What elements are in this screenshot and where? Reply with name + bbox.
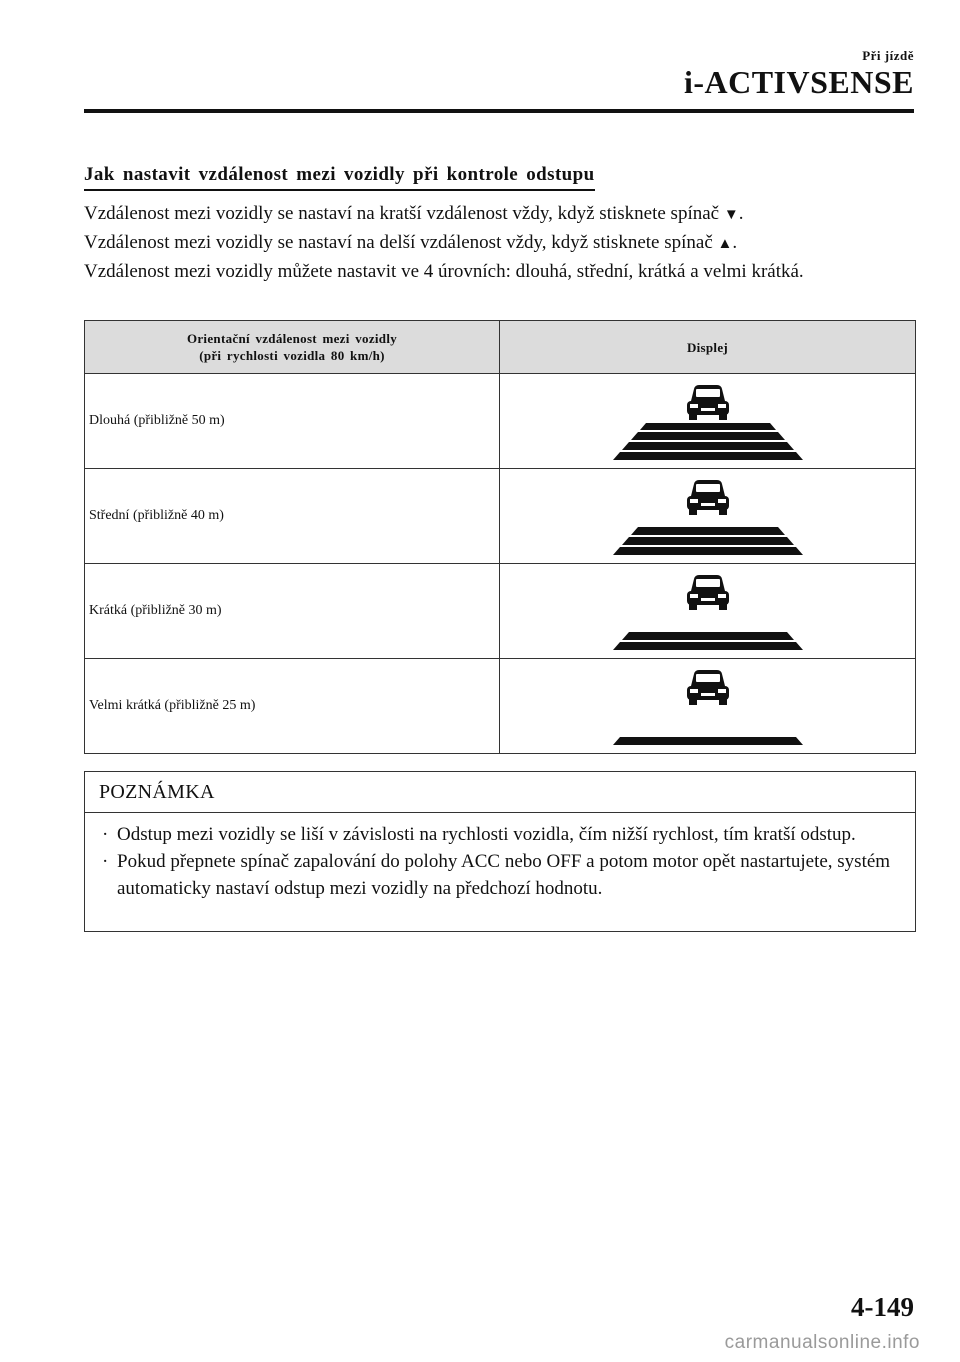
car-icon <box>687 480 729 515</box>
row-label: Krátká (přibližně 30 m) <box>85 564 500 659</box>
distance-bar <box>613 547 803 555</box>
triangle-down-icon: ▼ <box>723 207 739 223</box>
bullet-dot-icon: · <box>102 824 109 845</box>
intro-line-shorter-text: Vzdálenost mezi vozidly se nastaví na kratší vzdálenost vždy, když stisknete spínač <box>84 203 720 224</box>
distance-table <box>84 320 916 754</box>
note-item <box>99 821 915 848</box>
section-title: Při jízdě <box>862 48 914 63</box>
row-label: Střední (přibližně 40 m) <box>85 469 500 564</box>
distance-bar <box>613 737 803 745</box>
note-item-text: Odstup mezi vozidly se liší v závislosti na rychlosti vozidla, čím nižší rychlost, tím kratší odstup. <box>117 824 856 845</box>
car-icon <box>687 670 729 705</box>
distance-bar <box>613 642 803 650</box>
sub-heading: Jak nastavit vzdálenost mezi vozidly při kontrole odstupu <box>84 164 595 191</box>
header-distance-line2: (při rychlosti vozidla 80 km/h) <box>199 348 385 363</box>
distance-display-icon <box>613 381 803 461</box>
distance-bar <box>613 452 803 460</box>
chapter-title: i-ACTIVSENSE <box>683 64 914 100</box>
row-display <box>500 469 916 564</box>
table-row <box>85 659 916 754</box>
note-item <box>99 848 915 902</box>
distance-display-icon <box>613 476 803 556</box>
row-display <box>500 659 916 754</box>
row-label: Velmi krátká (přibližně 25 m) <box>85 659 500 754</box>
intro-line-shorter: Vzdálenost mezi vozidly se nastaví na kratší vzdálenost vždy, když stisknete spínač ▼. <box>84 203 744 224</box>
page-number: 4-149 <box>851 1292 914 1322</box>
header-distance <box>85 321 500 374</box>
distance-display-icon <box>613 666 803 746</box>
intro-line-levels: Vzdálenost mezi vozidly můžete nastavit ve 4 úrovních: dlouhá, střední, krátká a velmi krátká. <box>84 261 804 282</box>
bullet-dot-icon: · <box>102 851 109 872</box>
car-icon <box>687 385 729 420</box>
note-item-text: Pokud přepnete spínač zapalování do polohy ACC nebo OFF a potom motor opět nastartujete, systém automaticky nastaví odstup mezi vozidly na předchozí hodnotu. <box>117 851 891 899</box>
row-display <box>500 564 916 659</box>
intro-line-longer-text: Vzdálenost mezi vozidly se nastaví na delší vzdálenost vždy, když stisknete spínač <box>84 232 713 253</box>
distance-bar <box>622 442 794 450</box>
distance-bar <box>622 632 794 640</box>
header-rule <box>84 109 914 113</box>
car-icon <box>687 575 729 610</box>
table-row <box>85 469 916 564</box>
table-header-row <box>85 321 916 374</box>
note-list <box>85 813 915 902</box>
header-display: Displej <box>500 321 916 374</box>
table-row <box>85 374 916 469</box>
intro-line-longer: Vzdálenost mezi vozidly se nastaví na delší vzdálenost vždy, když stisknete spínač ▲. <box>84 232 738 253</box>
distance-bar <box>622 537 794 545</box>
note-box <box>84 771 916 932</box>
watermark: carmanualsonline.info <box>724 1332 920 1353</box>
triangle-up-icon: ▲ <box>717 236 733 252</box>
note-title: POZNÁMKA <box>85 772 915 813</box>
distance-bar <box>640 423 776 430</box>
intro-text <box>84 200 884 285</box>
row-display <box>500 374 916 469</box>
distance-bar <box>631 432 785 440</box>
header-distance-line1: Orientační vzdálenost mezi vozidly <box>186 331 398 346</box>
table-row <box>85 564 916 659</box>
distance-display-icon <box>613 571 803 651</box>
row-label: Dlouhá (přibližně 50 m) <box>85 374 500 469</box>
distance-bar <box>631 527 785 535</box>
